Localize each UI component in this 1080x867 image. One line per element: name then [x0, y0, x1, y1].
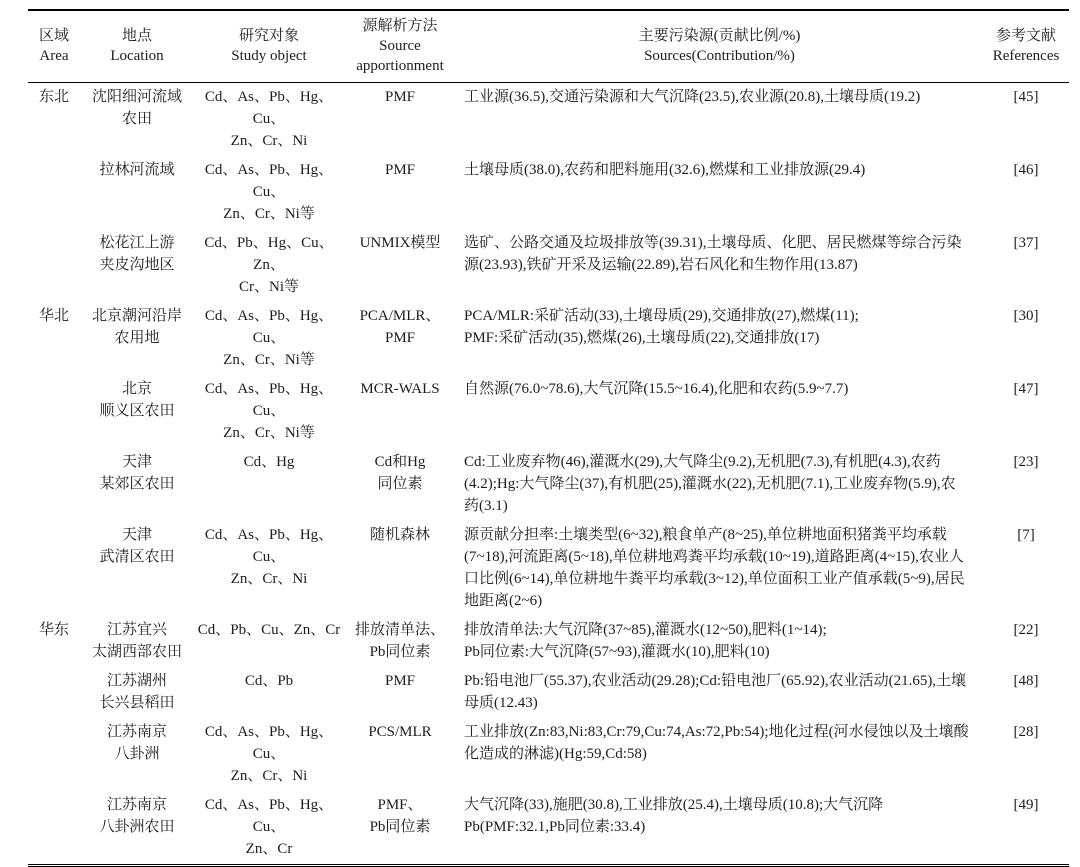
col-header-location-zh: 地点 [121, 28, 152, 44]
method-cell [344, 83, 456, 157]
method-cell [344, 616, 456, 667]
method-cell-line: MCR-WALS [360, 381, 440, 397]
location-cell [80, 156, 194, 229]
sources-cell-line: PMF:采矿活动(35),燃煤(26),土壤母质(22),交通排放(17) [464, 330, 820, 346]
reference-cell-text: [28] [1013, 724, 1039, 740]
method-cell-line: 排放清单法、 [354, 622, 445, 638]
sources-cell-line: 自然源(76.0~78.6),大气沉降(15.5~16.4),化肥和农药(5.9~7.7) [464, 381, 849, 397]
location-cell-line: 八卦洲农田 [99, 819, 175, 835]
reference-cell-text: [22] [1013, 622, 1039, 638]
col-header-sources [456, 10, 983, 83]
table-header [28, 10, 1069, 83]
location-cell-line: 太湖西部农田 [91, 644, 182, 660]
source-apportionment-table [28, 9, 1069, 867]
table-row [28, 667, 1069, 718]
location-cell-line: 夹皮沟地区 [99, 257, 175, 273]
location-cell [80, 448, 194, 521]
reference-cell-text: [46] [1013, 162, 1039, 178]
table-row [28, 83, 1069, 157]
col-header-reference-zh: 参考文献 [995, 28, 1056, 44]
area-cell [28, 375, 80, 448]
col-header-method-zh: 源解析方法 [362, 18, 438, 34]
location-cell-line: 沈阳细河流域 [91, 89, 182, 105]
col-header-method-en: apportionment [356, 58, 444, 74]
method-cell [344, 521, 456, 616]
col-header-study-en: Study object [231, 48, 307, 64]
sources-cell [456, 375, 983, 448]
location-cell-line: 农用地 [114, 330, 160, 346]
col-header-study [194, 10, 344, 83]
study-object-cell-line: Cd、As、Pb、Hg、Cu、 [204, 308, 334, 346]
location-cell [80, 302, 194, 375]
location-cell-line: 江苏宜兴 [106, 622, 167, 638]
location-cell-line: 天津 [121, 527, 152, 543]
method-cell-line: PMF [384, 330, 416, 346]
study-object-cell-line: Zn、Cr、Ni [230, 571, 308, 587]
area-cell-text: 华东 [38, 622, 69, 638]
sources-cell [456, 667, 983, 718]
location-cell [80, 375, 194, 448]
location-cell-line: 江苏南京 [106, 724, 167, 740]
sources-cell-line: 排放清单法:大气沉降(37~85),灌溉水(12~50),肥料(1~14); [464, 622, 827, 638]
method-cell-line: PMF [384, 89, 416, 105]
location-cell-line: 八卦洲 [114, 746, 160, 762]
location-cell [80, 791, 194, 866]
col-header-area-zh: 区域 [38, 28, 69, 44]
location-cell-line: 拉林河流域 [99, 162, 175, 178]
reference-cell [983, 375, 1069, 448]
study-object-cell [194, 83, 344, 157]
study-object-cell-line: Cd、Pb、Cu、Zn、Cr [197, 622, 341, 638]
method-cell-line: PMF、 [377, 797, 423, 813]
sources-cell [456, 718, 983, 791]
study-object-cell [194, 229, 344, 302]
study-object-cell-line: Cd、Hg [243, 454, 295, 470]
method-cell-line: Cd和Hg [374, 454, 426, 470]
study-object-cell-line: Cd、Pb、Hg、Cu、Zn、 [204, 235, 334, 273]
study-object-cell [194, 667, 344, 718]
reference-cell-text: [47] [1013, 381, 1039, 397]
reference-cell [983, 156, 1069, 229]
location-cell [80, 83, 194, 157]
method-cell [344, 667, 456, 718]
method-cell-line: PCS/MLR [368, 724, 432, 740]
study-object-cell-line: Zn、Cr、Ni等 [223, 206, 315, 222]
table-body [28, 83, 1069, 866]
method-cell-line: Pb同位素 [369, 819, 431, 835]
table-row [28, 229, 1069, 302]
method-cell-line: Pb同位素 [369, 644, 431, 660]
study-object-cell-line: Cr、Ni等 [238, 279, 299, 295]
study-object-cell-line: Cd、As、Pb、Hg、Cu、 [204, 724, 334, 762]
col-header-method-en: Source [379, 38, 421, 54]
location-cell [80, 521, 194, 616]
table-row [28, 718, 1069, 791]
sources-cell [456, 791, 983, 866]
method-cell [344, 791, 456, 866]
table-row [28, 375, 1069, 448]
location-cell-line: 江苏南京 [106, 797, 167, 813]
area-cell [28, 718, 80, 791]
reference-cell [983, 791, 1069, 866]
sources-cell-line: Pb:铅电池厂(55.37),农业活动(29.28);Cd:铅电池厂(65.92),农业活动(21.65),土壤母质(12.43) [464, 673, 967, 711]
method-cell [344, 302, 456, 375]
method-cell [344, 448, 456, 521]
study-object-cell-line: Cd、As、Pb、Hg、Cu、 [204, 797, 334, 835]
study-object-cell [194, 791, 344, 866]
method-cell [344, 229, 456, 302]
sources-cell-line: 源贡献分担率:土壤类型(6~32),粮食单产(8~25),单位耕地面积猪粪平均承载(7~18),河流距离(5~18),单位耕地鸡粪平均承载(10~19),道路距离(4~15),农业人口比例(6~14),单位耕地牛粪平均承载(3~12),单位面积工业产值承载(5~9),居民地距离(2~6) [464, 527, 965, 609]
study-object-cell-line: Cd、Pb [244, 673, 294, 689]
area-cell [28, 667, 80, 718]
reference-cell [983, 448, 1069, 521]
study-object-cell [194, 302, 344, 375]
location-cell-line: 天津 [121, 454, 152, 470]
location-cell-line: 顺义区农田 [99, 403, 175, 419]
reference-cell [983, 302, 1069, 375]
sources-cell-line: 土壤母质(38.0),农药和肥料施用(32.6),燃煤和工业排放源(29.4) [464, 162, 866, 178]
table-row [28, 156, 1069, 229]
study-object-cell-line: Cd、As、Pb、Hg、Cu、 [204, 381, 334, 419]
location-cell-line: 长兴县稻田 [99, 695, 175, 711]
reference-cell-text: [45] [1013, 89, 1039, 105]
sources-cell [456, 521, 983, 616]
study-object-cell-line: Zn、Cr、Ni等 [223, 425, 315, 441]
method-cell-line: PMF [384, 673, 416, 689]
reference-cell-text: [7] [1017, 527, 1035, 543]
col-header-sources-en: Sources(Contribution/%) [644, 48, 795, 64]
area-cell-text: 东北 [38, 89, 69, 105]
col-header-reference [983, 10, 1069, 83]
area-cell [28, 448, 80, 521]
reference-cell [983, 521, 1069, 616]
area-cell [28, 791, 80, 866]
sources-cell [456, 302, 983, 375]
sources-cell-line: 大气沉降(33),施肥(30.8),工业排放(25.4),土壤母质(10.8);大气沉降Pb(PMF:32.1,Pb同位素:33.4) [464, 797, 884, 835]
location-cell [80, 229, 194, 302]
reference-cell-text: [30] [1013, 308, 1039, 324]
location-cell-line: 北京潮河沿岸 [91, 308, 182, 324]
location-cell-line: 北京 [121, 381, 152, 397]
col-header-location [80, 10, 194, 83]
area-cell [28, 616, 80, 667]
reference-cell [983, 616, 1069, 667]
col-header-reference-en: References [992, 48, 1060, 64]
sources-cell [456, 448, 983, 521]
sources-cell [456, 156, 983, 229]
method-cell-line: UNMIX模型 [359, 235, 441, 251]
study-object-cell-line: Zn、Cr [245, 841, 293, 857]
col-header-method [344, 10, 456, 83]
study-object-cell-line: Zn、Cr、Ni [230, 768, 308, 784]
col-header-sources-zh: 主要污染源(贡献比例/%) [638, 28, 801, 44]
study-object-cell-line: Cd、As、Pb、Hg、Cu、 [204, 527, 334, 565]
area-cell [28, 156, 80, 229]
col-header-area [28, 10, 80, 83]
area-cell-text: 华北 [38, 308, 69, 324]
study-object-cell-line: Zn、Cr、Ni等 [223, 352, 315, 368]
sources-cell-line: Pb同位素:大气沉降(57~93),灌溉水(10),肥料(10) [464, 644, 770, 660]
reference-cell-text: [23] [1013, 454, 1039, 470]
location-cell-line: 松花江上游 [99, 235, 175, 251]
location-cell-line: 农田 [121, 111, 152, 127]
sources-cell-line: 工业源(36.5),交通污染源和大气沉降(23.5),农业源(20.8),土壤母质(19.2) [464, 89, 921, 105]
location-cell [80, 667, 194, 718]
col-header-area-en: Area [39, 48, 69, 64]
col-header-location-en: Location [110, 48, 164, 64]
location-cell-line: 江苏湖州 [106, 673, 167, 689]
sources-cell-line: 选矿、公路交通及垃圾排放等(39.31),土壤母质、化肥、居民燃煤等综合污染源(23.93),铁矿开采及运输(22.89),岩石风化和生物作用(13.87) [464, 235, 962, 273]
study-object-cell [194, 375, 344, 448]
study-object-cell-line: Zn、Cr、Ni [230, 133, 308, 149]
method-cell [344, 375, 456, 448]
study-object-cell-line: Cd、As、Pb、Hg、Cu、 [204, 162, 334, 200]
col-header-study-zh: 研究对象 [238, 28, 299, 44]
location-cell-line: 某郊区农田 [99, 476, 175, 492]
study-object-cell-line: Cd、As、Pb、Hg、Cu、 [204, 89, 334, 127]
sources-cell [456, 229, 983, 302]
area-cell [28, 521, 80, 616]
sources-cell-line: 工业排放(Zn:83,Ni:83,Cr:79,Cu:74,As:72,Pb:54);地化过程(河水侵蚀以及土壤酸化造成的淋滤)(Hg:59,Cd:58) [464, 724, 969, 762]
table-row [28, 616, 1069, 667]
sources-cell [456, 83, 983, 157]
table-row [28, 302, 1069, 375]
study-object-cell [194, 521, 344, 616]
table-row [28, 791, 1069, 866]
reference-cell [983, 83, 1069, 157]
sources-cell [456, 616, 983, 667]
sources-cell-line: Cd:工业废弃物(46),灌溉水(29),大气降尘(9.2),无机肥(7.3),有机肥(4.3),农药(4.2);Hg:大气降尘(37),有机肥(25),灌溉水(22),无机肥(7.1),工业废弃物(5.9),农药(3.1) [464, 454, 956, 514]
study-object-cell [194, 616, 344, 667]
reference-cell-text: [48] [1013, 673, 1039, 689]
header-row [28, 10, 1069, 83]
method-cell [344, 156, 456, 229]
reference-cell-text: [37] [1013, 235, 1039, 251]
area-cell [28, 83, 80, 157]
location-cell [80, 616, 194, 667]
area-cell [28, 302, 80, 375]
method-cell-line: PMF [384, 162, 416, 178]
study-object-cell [194, 448, 344, 521]
reference-cell [983, 667, 1069, 718]
study-object-cell [194, 156, 344, 229]
method-cell [344, 718, 456, 791]
reference-cell-text: [49] [1013, 797, 1039, 813]
method-cell-line: 同位素 [377, 476, 423, 492]
reference-cell [983, 229, 1069, 302]
reference-cell [983, 718, 1069, 791]
method-cell-line: 随机森林 [369, 527, 430, 543]
sources-cell-line: PCA/MLR:采矿活动(33),土壤母质(29),交通排放(27),燃煤(11); [464, 308, 859, 324]
method-cell-line: PCA/MLR、 [359, 308, 441, 324]
location-cell [80, 718, 194, 791]
study-object-cell [194, 718, 344, 791]
location-cell-line: 武清区农田 [99, 549, 175, 565]
area-cell [28, 229, 80, 302]
table-row [28, 448, 1069, 521]
table-row [28, 521, 1069, 616]
